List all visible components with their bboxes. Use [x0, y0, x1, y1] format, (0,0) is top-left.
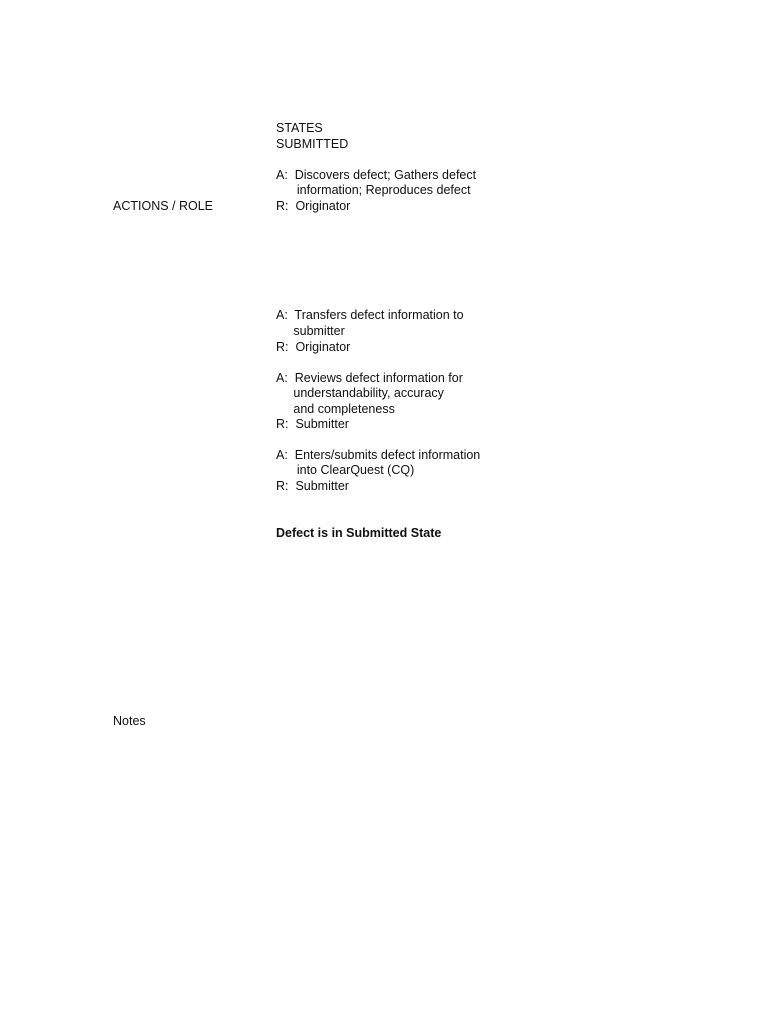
step-role: R: Originator [276, 340, 351, 354]
step-role: R: Originator [276, 199, 351, 213]
state-name: SUBMITTED [276, 137, 349, 151]
actions-role-label: ACTIONS / ROLE [113, 199, 214, 213]
step-action-line: information; Reproduces defect [276, 183, 471, 197]
step-action-line: and completeness [276, 402, 395, 416]
step-action-line: A: Reviews defect information for [276, 371, 463, 385]
step-action-line: A: Transfers defect information to [276, 308, 464, 322]
step-action-line: A: Enters/submits defect information [276, 448, 481, 462]
notes-label: Notes [113, 714, 146, 728]
step-action-line: submitter [276, 324, 345, 338]
step-action-line: into ClearQuest (CQ) [276, 463, 415, 477]
state-conclusion: Defect is in Submitted State [276, 526, 442, 540]
step-action-line: understandability, accuracy [276, 386, 444, 400]
step-role: R: Submitter [276, 479, 349, 493]
step-action-line: A: Discovers defect; Gathers defect [276, 168, 477, 182]
step-role: R: Submitter [276, 417, 349, 431]
states-heading: STATES [276, 121, 323, 135]
